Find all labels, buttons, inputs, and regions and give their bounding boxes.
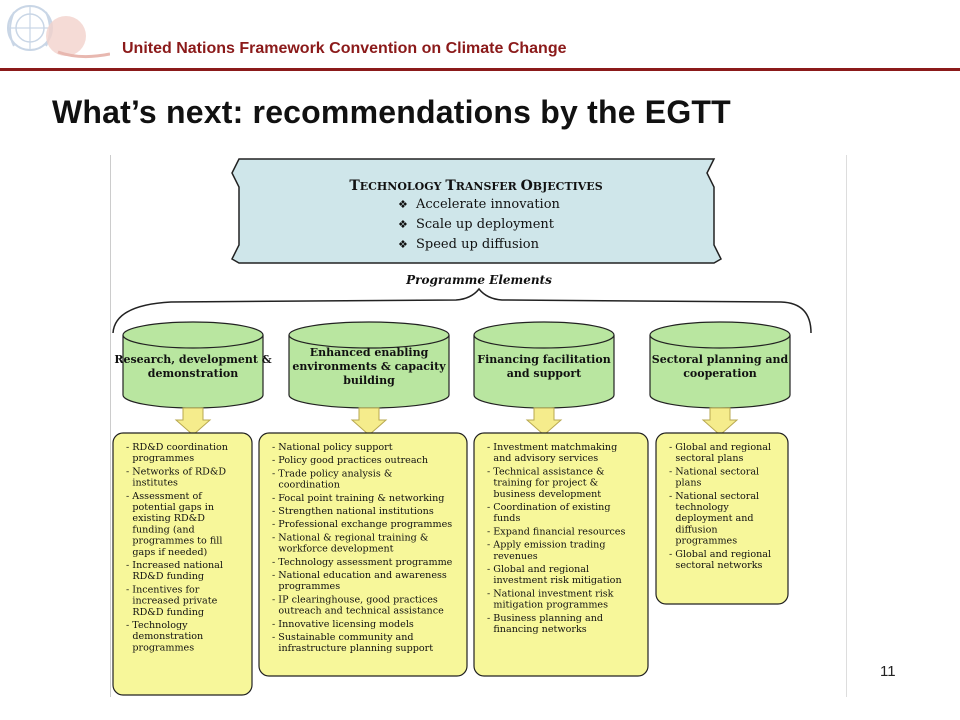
objective-bullet-icon: ❖ (398, 238, 408, 251)
element-list-item: - Focal point training & networking (272, 492, 445, 504)
element-list-item: - National policy support (272, 442, 393, 453)
slide-title: What’s next: recommendations by the EGTT (52, 94, 731, 130)
element-list-item: - Coordination of existing (487, 502, 611, 513)
down-arrow-icon (176, 408, 210, 435)
element-title: Research, development & (114, 353, 272, 366)
element-list-item: - Incentives for (126, 584, 200, 596)
down-arrow-icon (703, 408, 737, 435)
element-list-item: programmes (132, 453, 195, 465)
element-list-item: RD&D funding (132, 606, 205, 618)
element-list-item: programmes (132, 642, 195, 654)
objective-item: Scale up deployment (416, 217, 555, 232)
element-list-item: gaps if needed) (132, 546, 208, 558)
programme-elements-label: Programme Elements (406, 273, 552, 287)
element-list-item: - Sustainable community and (272, 632, 414, 643)
element-list-item: - National sectoral (669, 490, 760, 502)
element-list-item: sectoral plans (675, 453, 744, 465)
element-list-item: - Policy good practices outreach (272, 455, 429, 467)
element-list-item: - Business planning and (487, 612, 604, 624)
element-list-item: funding (and (132, 524, 195, 536)
page-number: 11 (880, 663, 896, 680)
element-list-item: - Assessment of (126, 490, 202, 502)
element-list-item: - Increased national (126, 560, 223, 571)
element-cylinder-top (474, 322, 614, 348)
element-list-item: - Global and regional (487, 564, 590, 575)
element-list-item: - RD&D coordination (126, 442, 228, 453)
element-title: demonstration (147, 367, 239, 380)
element-list-item: diffusion (675, 524, 718, 536)
element-list-item: - National & regional training & (272, 532, 429, 544)
element-list-item: programmes to fill (132, 535, 223, 547)
element-list-item: - Trade policy analysis & (272, 468, 393, 480)
element-list-item: business development (493, 488, 602, 500)
header-divider (0, 68, 960, 71)
element-list-item: increased private (132, 595, 218, 607)
element-list-item: potential gaps in (132, 502, 215, 513)
element-cylinder-top (650, 322, 790, 348)
element-list-item: - Expand financial resources (487, 526, 626, 538)
element-list-item: - Global and regional (669, 548, 772, 560)
objective-bullet-icon: ❖ (398, 198, 408, 211)
element-title: Enhanced enabling (309, 346, 429, 359)
element-list-item: training for project & (493, 477, 599, 489)
element-list-item: funds (493, 513, 521, 525)
element-title: building (343, 374, 395, 387)
element-list-item: - Global and regional (669, 442, 772, 453)
element-list-item: - Technical assistance & (487, 466, 605, 478)
down-arrow-icon (352, 408, 386, 435)
element-list-item: - Apply emission trading (487, 539, 606, 551)
element-list-item: existing RD&D (132, 513, 205, 525)
element-title: cooperation (683, 367, 757, 380)
element-list-item: demonstration (132, 631, 204, 643)
element-title: Sectoral planning and (651, 353, 789, 366)
element-list-item: financing networks (493, 624, 587, 635)
element-list-item: - Networks of RD&D (126, 466, 227, 478)
element-list-item: and advisory services (493, 453, 599, 465)
element-list-item: outreach and technical assistance (278, 605, 444, 617)
down-arrow-icon (527, 408, 561, 435)
element-list-item: mitigation programmes (493, 599, 609, 611)
element-cylinder-top (123, 322, 263, 348)
egtt-diagram (110, 155, 847, 697)
objective-bullet-icon: ❖ (398, 218, 408, 231)
element-list-item: RD&D funding (132, 571, 205, 583)
element-list-item: plans (675, 477, 702, 489)
element-list-item: - Innovative licensing models (272, 618, 414, 630)
element-list-item: revenues (493, 550, 538, 562)
element-list-item: coordination (278, 479, 340, 491)
objectives-title: TECHNOLOGY TRANSFER OBJECTIVES (349, 178, 603, 194)
element-list-item: institutes (132, 477, 178, 489)
element-list-item: programmes (675, 535, 738, 547)
element-list-item: infrastructure planning support (278, 643, 434, 655)
diagram-canvas (111, 155, 846, 697)
element-list-item: sectoral networks (675, 560, 763, 571)
element-title: environments & capacity (292, 360, 446, 373)
objective-item: Accelerate innovation (416, 197, 560, 212)
element-list-item: investment risk mitigation (493, 575, 622, 587)
element-list-item: - Technology assessment programme (272, 556, 453, 568)
un-emblem-logo (0, 0, 110, 70)
element-cylinder-top (289, 322, 449, 348)
element-list-item: workforce development (278, 543, 394, 555)
objective-item: Speed up diffusion (416, 237, 540, 252)
element-list-item: - National investment risk (487, 588, 614, 600)
element-list-item: - Investment matchmaking (487, 442, 618, 453)
element-list-item: - IP clearinghouse, good practices (272, 594, 438, 606)
element-list-item: - Technology (126, 620, 188, 631)
element-list-item: programmes (278, 581, 341, 593)
element-title: and support (506, 367, 582, 380)
element-list-item: - National sectoral (669, 466, 760, 478)
organization-name: United Nations Framework Convention on Climate Change (122, 40, 567, 57)
element-title: Financing facilitation (477, 353, 611, 366)
element-list-item: - Strengthen national institutions (272, 506, 434, 517)
element-list-item: - Professional exchange programmes (272, 519, 453, 531)
element-list-item: deployment and (675, 513, 754, 525)
element-list-item: - National education and awareness (272, 570, 447, 581)
element-list-item: technology (675, 502, 729, 513)
